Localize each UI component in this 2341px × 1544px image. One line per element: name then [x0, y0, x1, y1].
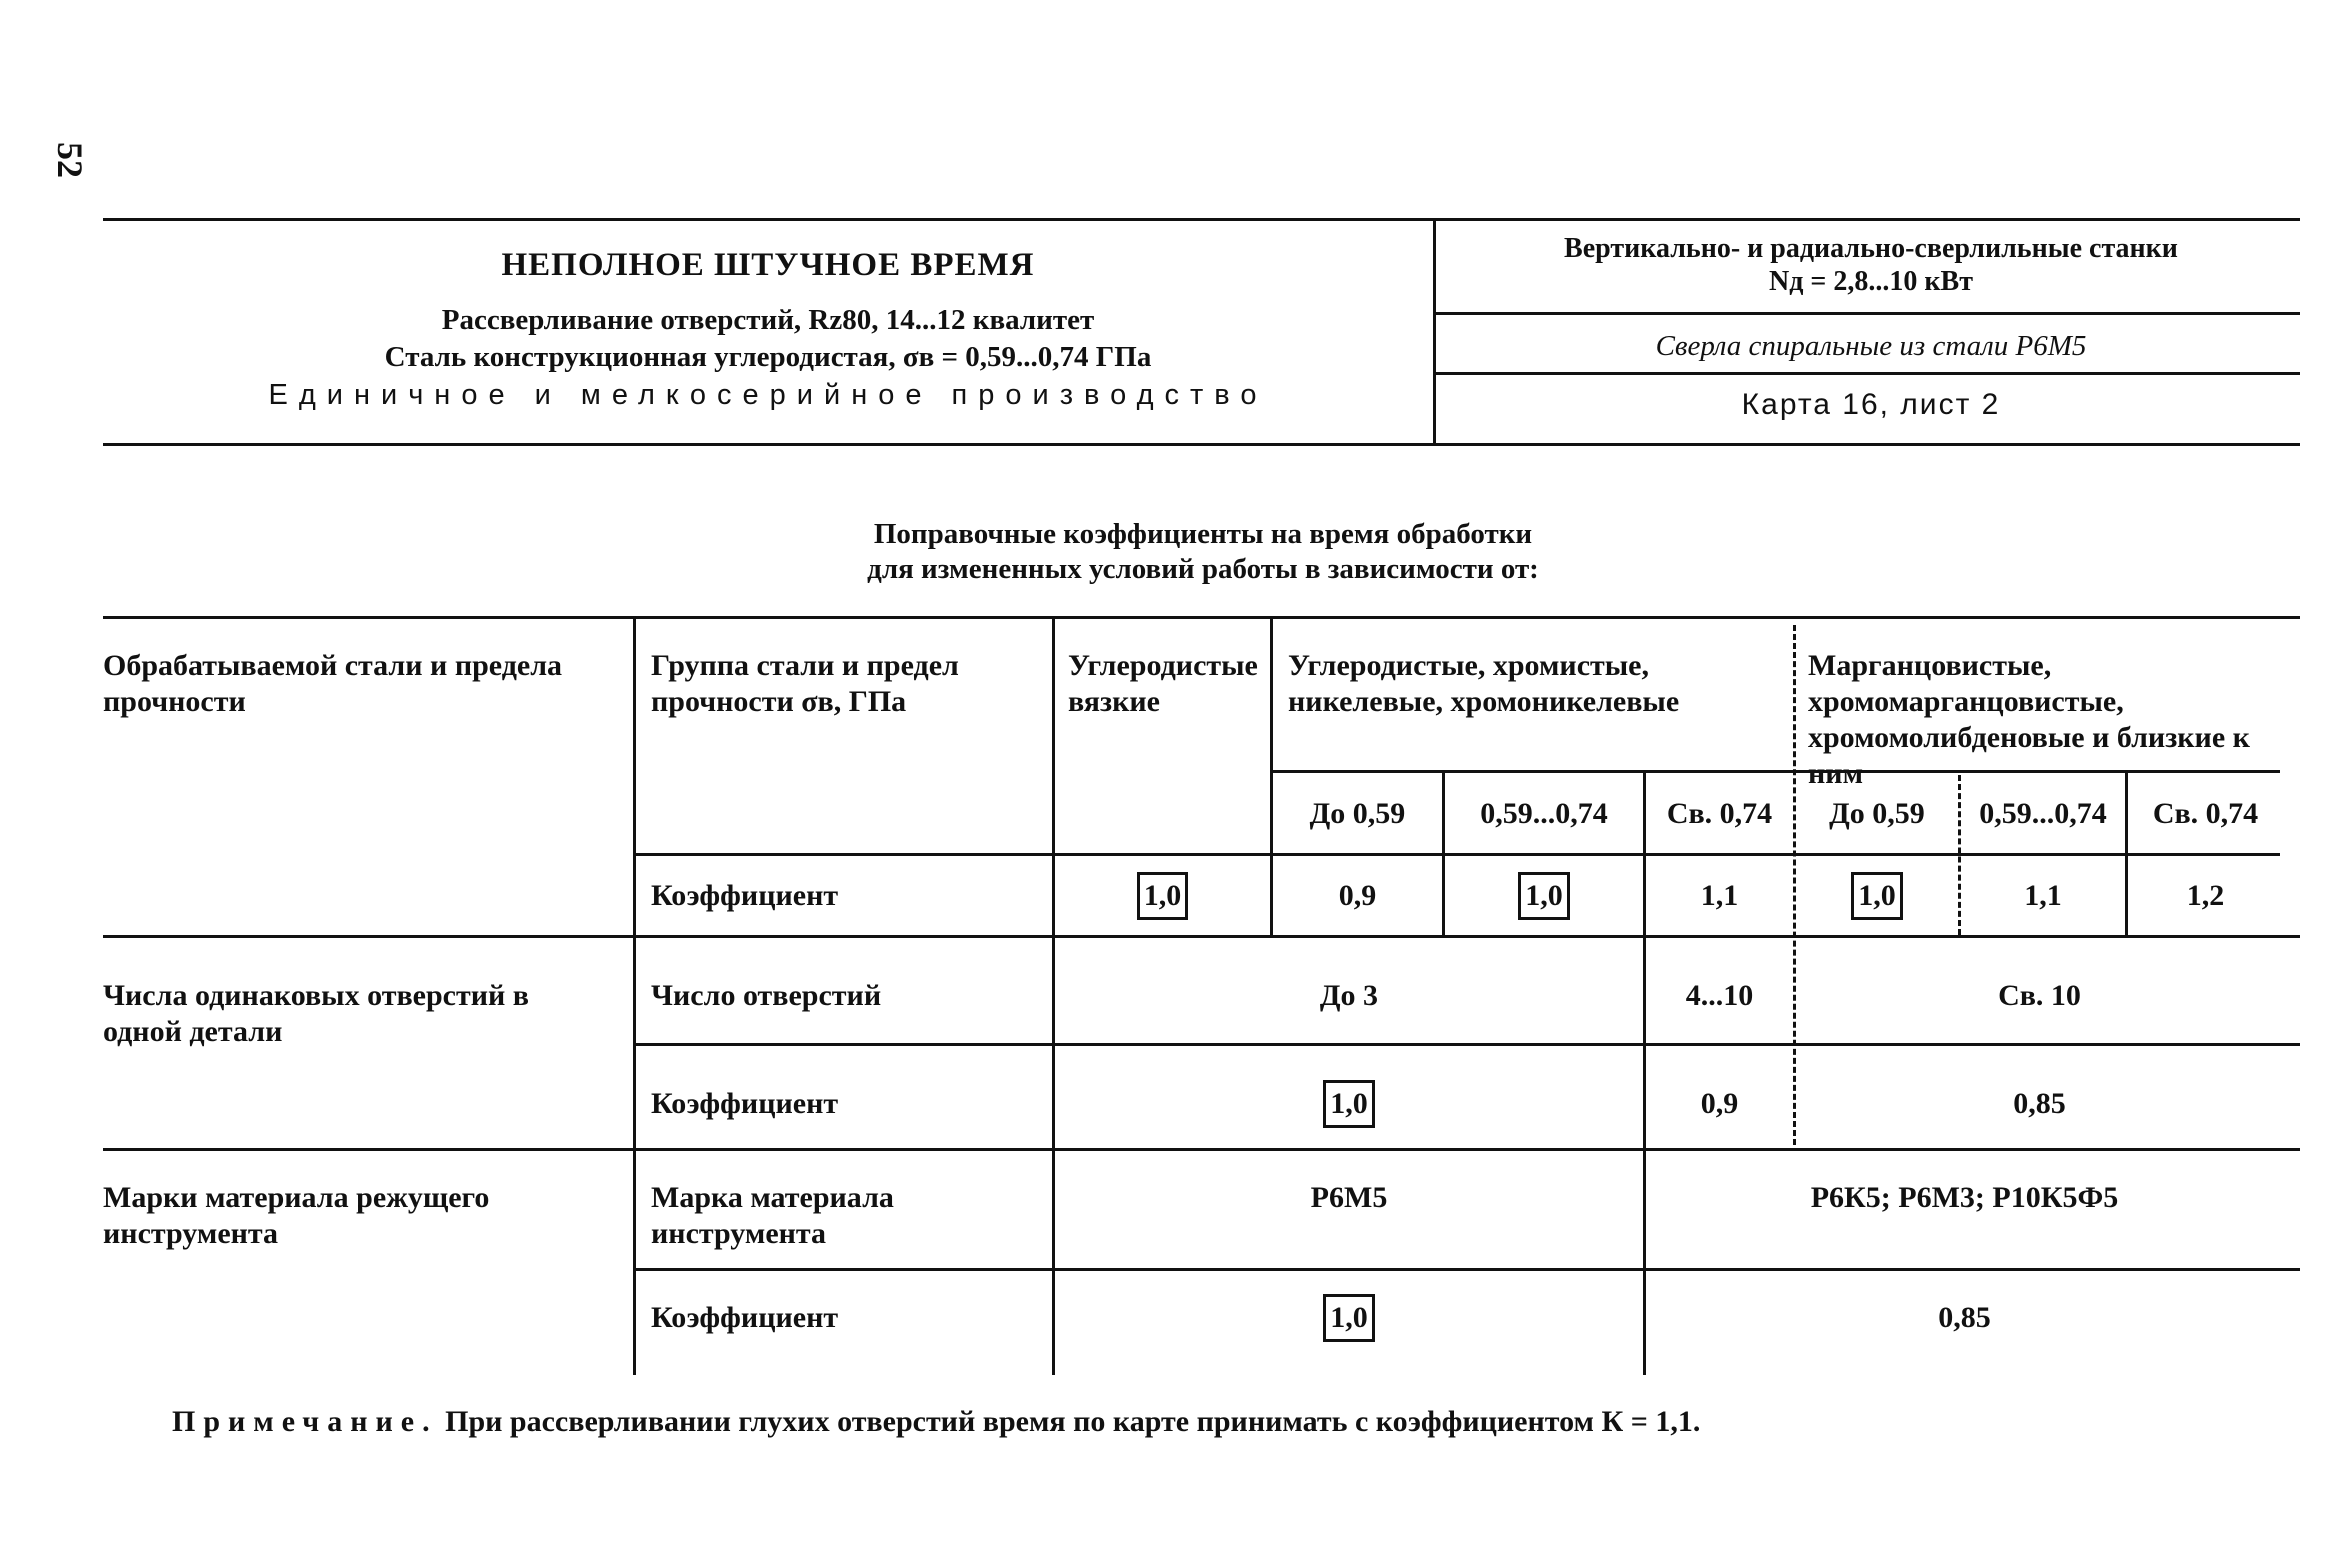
factor-holes: Числа одинаковых отверстий в одной детали	[103, 979, 529, 1048]
sub-4: До 0,59	[1829, 797, 1925, 830]
table-rule-a	[633, 853, 2280, 856]
param-steel-group: Группа стали и предел прочности σв, ГПа	[651, 649, 959, 718]
factor-tool-material: Марки материала режущего инструмента	[103, 1181, 490, 1250]
coef-4: 1,1	[1700, 879, 1739, 912]
page-number: 52	[50, 142, 90, 178]
param-tool-material: Марка материала инструмента	[651, 1181, 894, 1250]
sub-2: 0,59...0,74	[1480, 797, 1608, 830]
header-line-2: Сталь конструкционная углеродистая, σв = 0,59...0,74 ГПа	[384, 341, 1152, 373]
table-rule-c	[633, 1043, 2300, 1046]
holes-v3: Св. 10	[1998, 979, 2081, 1012]
sub-5: 0,59...0,74	[1979, 797, 2107, 830]
table-vline-param	[633, 617, 636, 1375]
holes-c2: 0,9	[1700, 1087, 1739, 1120]
header-line-1: Рассверливание отверстий, Rz80, 14...12 квалитет	[441, 304, 1095, 336]
table-rule-d	[103, 1148, 2300, 1151]
header-machine	[1442, 232, 2300, 298]
coef-label-3: Коэффициент	[651, 1301, 839, 1334]
header-title: НЕПОЛНОЕ ШТУЧНОЕ ВРЕМЯ	[501, 247, 1035, 283]
tool-v2: Р6К5; Р6М3; Р10К5Ф5	[1810, 1181, 2119, 1214]
coef-7: 1,2	[2186, 879, 2225, 912]
coef-6: 1,1	[2024, 879, 2062, 912]
header-line-3: Единичное и мелкосерийное производство	[268, 379, 1268, 411]
group-manganese: Марганцовистые, хромомарганцовистые, хромомолибденовые и близкие к ним	[1808, 649, 2250, 790]
table-rule-b	[103, 935, 2300, 938]
header-card: Карта 16, лист 2	[1741, 388, 2001, 421]
sub-6: Св. 0,74	[2152, 797, 2259, 830]
factor-steel: Обрабатываемой стали и предела прочности	[103, 649, 563, 718]
header-divider	[1433, 218, 1436, 446]
coef-5-box: 1,0	[1851, 872, 1903, 920]
header-machine-line-1: Вертикально- и радиально-сверлильные станки	[1564, 233, 2178, 264]
caption-line-2: для измененных условий работы в зависимости от:	[867, 553, 1539, 585]
note	[172, 1405, 1700, 1439]
header-tool: Сверла спиральные из стали Р6М5	[1655, 330, 2087, 362]
tool-c2: 0,85	[1938, 1301, 1991, 1334]
tool-c1-box: 1,0	[1323, 1294, 1375, 1342]
header-right-rule-1	[1436, 312, 2300, 315]
sub-3: Св. 0,74	[1666, 797, 1773, 830]
coef-2: 0,9	[1338, 879, 1377, 912]
holes-c1	[1055, 1080, 1643, 1128]
holes-v2: 4...10	[1685, 979, 1754, 1012]
coef-5	[1796, 872, 1958, 920]
coef-label-1: Коэффициент	[651, 879, 839, 912]
coef-label-2: Коэффициент	[651, 1087, 839, 1120]
header-machine-line-2: Nд = 2,8...10 кВт	[1769, 266, 1973, 297]
tool-v1: Р6М5	[1310, 1181, 1388, 1214]
table-vline-s3	[1643, 771, 1646, 1375]
header-bottom-rule	[103, 443, 2300, 446]
sub-1: До 0,59	[1309, 797, 1406, 830]
coef-1-box: 1,0	[1137, 872, 1189, 920]
table-top-rule	[103, 616, 2300, 619]
group-carbon-chrome: Углеродистые, хромистые, никелевые, хромоникелевые	[1288, 649, 1680, 718]
table-rule-e	[633, 1268, 2300, 1271]
coef-3	[1445, 872, 1643, 920]
tool-c1	[1055, 1294, 1643, 1342]
note-label: Примечание.	[172, 1405, 438, 1438]
coef-1	[1055, 872, 1270, 920]
coef-3-box: 1,0	[1518, 872, 1570, 920]
note-text: При рассверливании глухих отверстий время по карте принимать с коэффициентом К = 1,1.	[445, 1405, 1701, 1438]
holes-c3: 0,85	[2013, 1087, 2066, 1120]
header-top-rule	[103, 218, 2300, 221]
holes-v1: До 3	[1319, 979, 1379, 1012]
header-left	[103, 222, 1433, 414]
group-carbon-viscous: Углеродистые вязкие	[1068, 649, 1258, 718]
holes-c1-box: 1,0	[1323, 1080, 1375, 1128]
param-holes: Число отверстий	[651, 979, 882, 1012]
caption-line-1: Поправочные коэффициенты на время обработки	[873, 518, 1533, 550]
header-right-rule-2	[1436, 372, 2300, 375]
